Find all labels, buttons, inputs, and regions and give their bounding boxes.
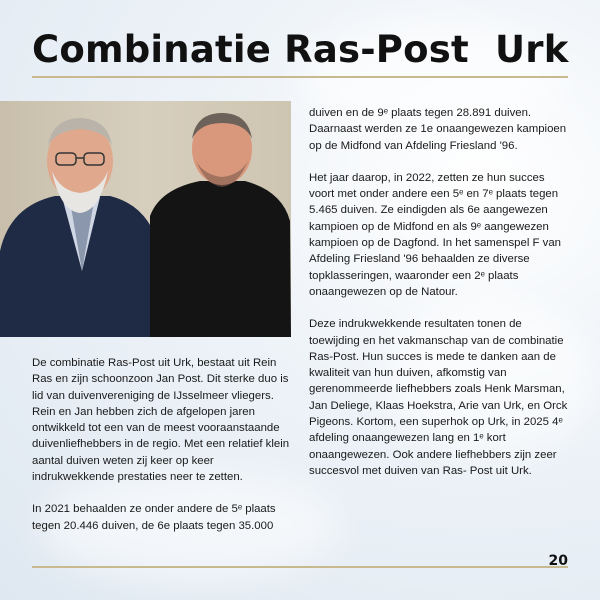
paragraph: Deze indrukwekkende resultaten tonen de toewijding en het vakmanschap van de combinatie Ras-Post. Hun succes is mede te danken aan de kwaliteit van hun duiven, afkomstig van gerenommeerde liefhebbers zoals Henk Marsman, Jan Deliege, Klaas Hoekstra, Arie van Urk, en Orck Pigeons. Kortom, een superhok op Urk, in 2025 4ᵉ afdeling onaangewezen lang en 1ᵉ kort onaangewezen. Ook andere liefhebbers zijn zeer succesvol met duiven van Ras- Post uit Urk.	[309, 318, 568, 477]
paragraph: duiven en de 9ᵉ plaats tegen 28.891 duiven. Daarnaast werden ze 1e onaangewezen kampioen op de Midfond van Afdeling Friesland '96.	[309, 107, 567, 152]
page-title: Combinatie Ras-Post Urk	[32, 28, 569, 71]
page-number: 20	[548, 553, 568, 569]
paragraph: De combinatie Ras-Post uit Urk, bestaat uit Rein Ras en zijn schoonzoon Jan Post. Dit sterke duo is lid van duivenvereniging de IJsselmeer vliegers. Rein en Jan hebben zich de afgelopen jaren ontwikkeld tot een van de meest vooraanstaande duivenliefhebbers in de regio. Met een relatief klein aantal duiven weten zij keer op keer indrukwekkende prestaties neer te zetten.	[32, 357, 290, 484]
title-divider	[32, 76, 568, 78]
footer-divider	[32, 566, 568, 568]
paragraph: In 2021 behaalden ze onder andere de 5ᵉ plaats tegen 20.446 duiven, de 6e plaats tegen 35.000	[32, 503, 276, 532]
paragraph: Het jaar daarop, in 2022, zetten ze hun succes voort met onder andere een 5ᵉ en 7ᵉ plaats tegen 5.465 duiven. Ze eindigden als 6e aangewezen kampioen op de Midfond en als 9ᵉ aangewezen kampioen op de Dagfond. In het samenspel F van Afdeling Friesland '96 behaalden ze diverse topklasseringen, waaronder een 2ᵉ plaats onaangewezen op de Natour.	[309, 171, 562, 298]
portrait-photo	[0, 101, 291, 337]
article-right-column	[309, 105, 571, 495]
article-left-column	[32, 355, 294, 550]
